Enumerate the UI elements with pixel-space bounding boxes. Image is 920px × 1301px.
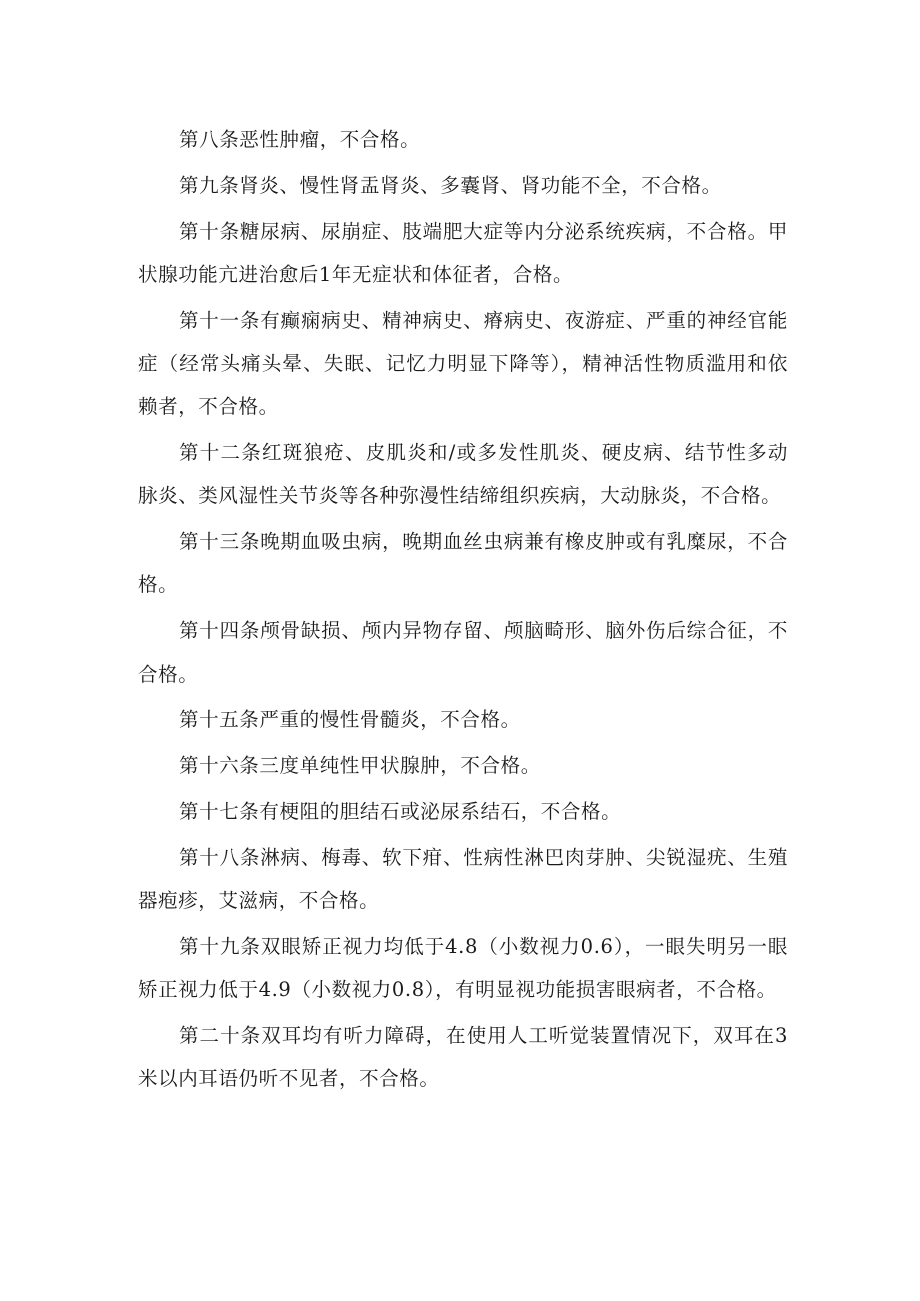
article-17: 第十七条有梗阻的胆结石或泌尿系结石，不合格。 [179,799,622,823]
article-14: 第十四条颅骨缺损、颅内异物存留、颅脑畸形、脑外伤后综合征，不合格。 [138,619,788,686]
article-9: 第九条肾炎、慢性肾盂肾炎、多囊肾、肾功能不全，不合格。 [179,173,722,197]
article-18: 第十八条淋病、梅毒、软下疳、性病性淋巴肉芽肿、尖锐湿疣、生殖器疱疹，艾滋病，不合格。 [138,845,788,913]
article-20: 第二十条双耳均有听力障碍，在使用人工听觉装置情况下，双耳在3米以内耳语仍听不见者，不合格。 [138,1023,788,1091]
article-8: 第八条恶性肿瘤，不合格。 [179,128,421,151]
document-body [138,118,788,1103]
article-19: 第十九条双眼矫正视力均低于4.8（小数视力0.6），一眼失明另一眼矫正视力低于4.9（小数视力0.8），有明显视功能损害眼病者，不合格。 [138,934,788,1002]
article-12: 第十二条红斑狼疮、皮肌炎和/或多发性肌炎、硬皮病、结节性多动脉炎、类风湿性关节炎等各种弥漫性结缔组织疾病，大动脉炎，不合格。 [138,441,788,508]
article-15: 第十五条严重的慢性骨髓炎，不合格。 [179,708,521,732]
article-13: 第十三条晚期血吸虫病，晚期血丝虫病兼有橡皮肿或有乳糜尿，不合格。 [138,530,788,597]
article-11: 第十一条有癫痫病史、精神病史、瘠病史、夜游症、严重的神经官能症（经常头痛头晕、失眠、记忆力明显下降等），精神活性物质滥用和依赖者，不合格。 [138,308,788,419]
article-10: 第十条糖尿病、尿崩症、肢端肥大症等内分泌系统疾病，不合格。甲状腺功能亢进治愈后1年无症状和体征者，合格。 [138,219,788,286]
article-16: 第十六条三度单纯性甲状腺肿，不合格。 [179,754,541,778]
